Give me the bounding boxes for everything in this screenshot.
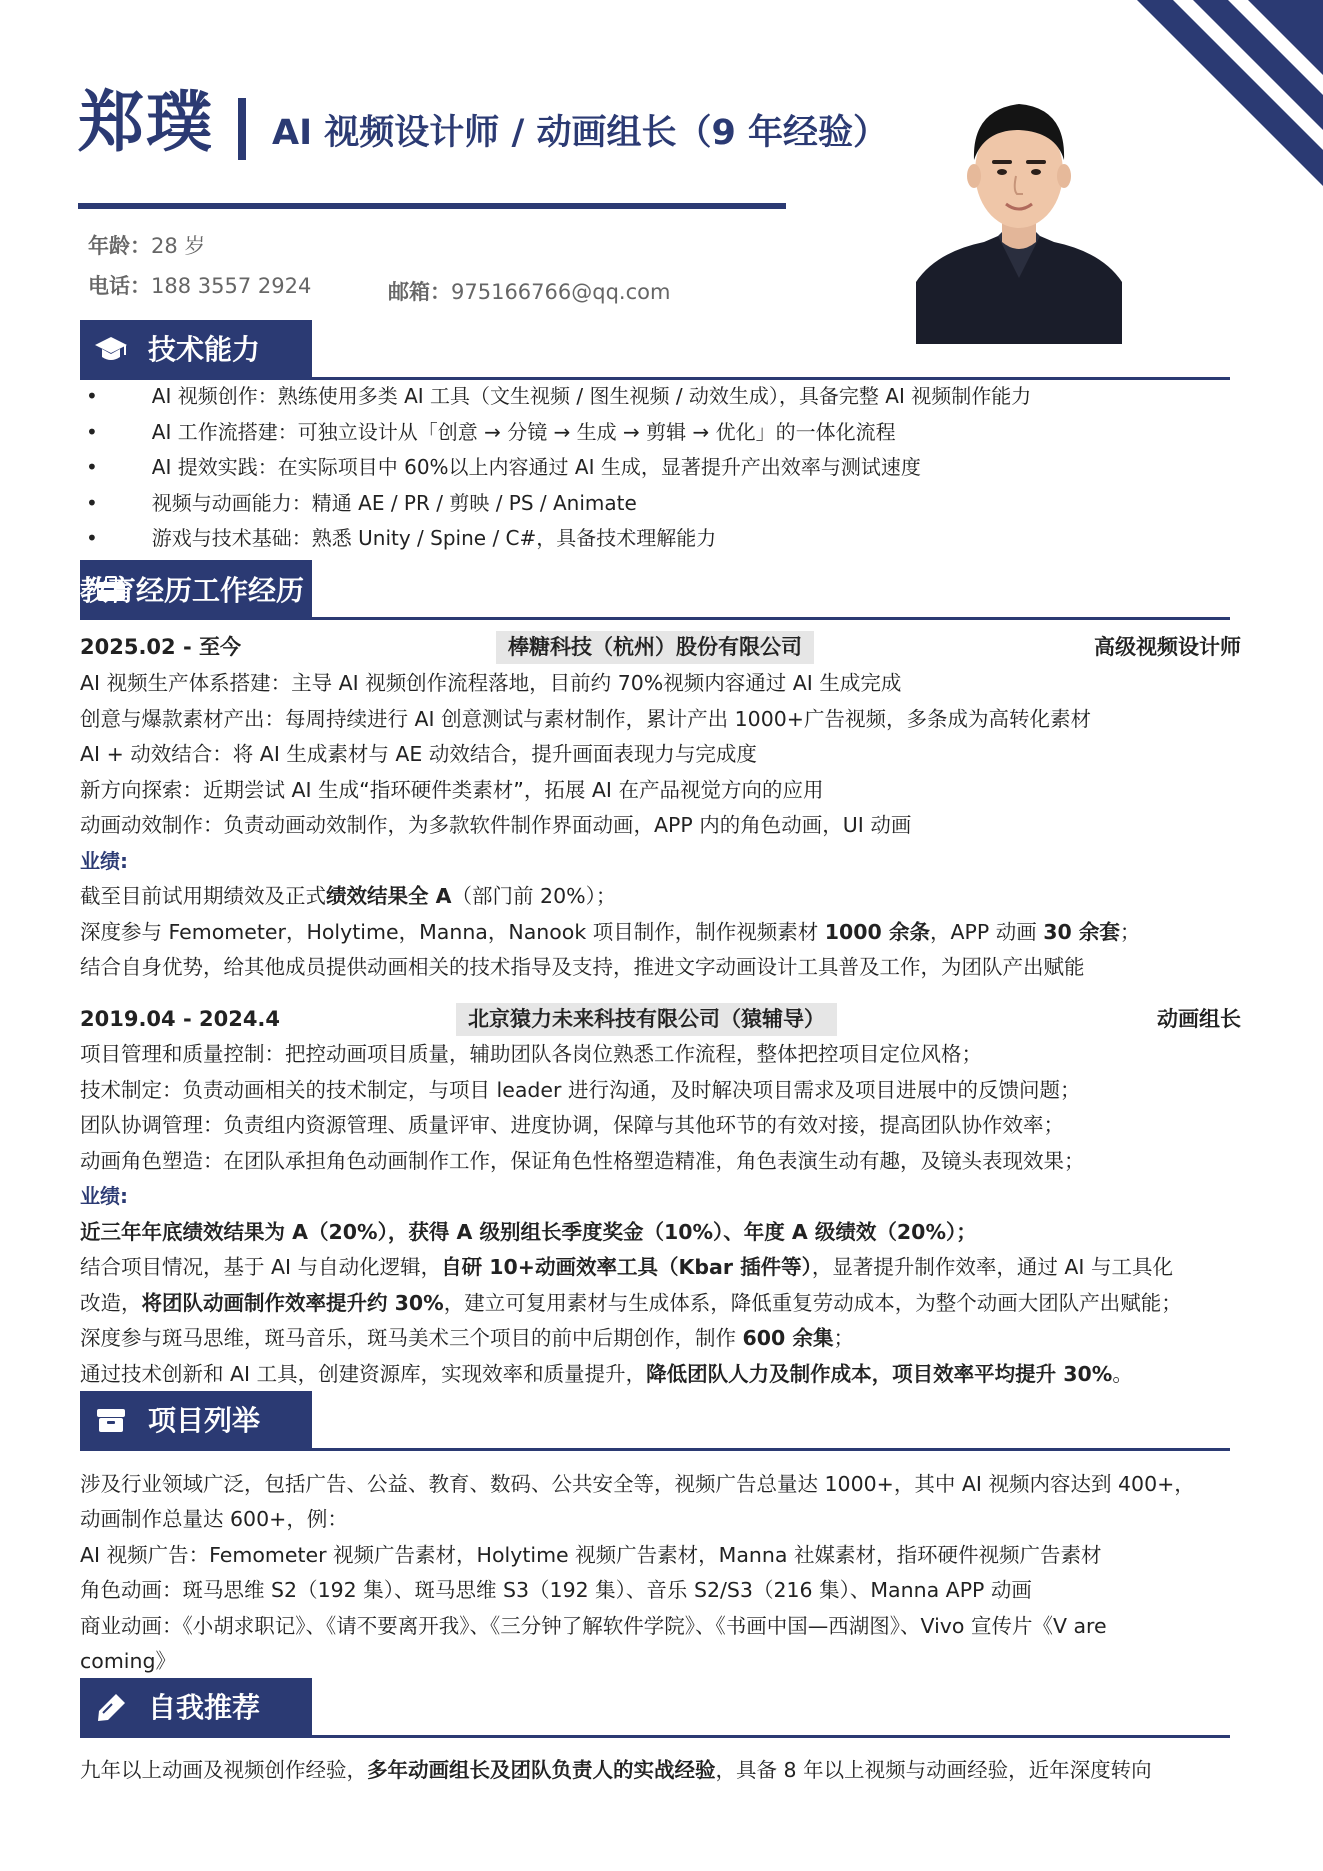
section-experience-rule xyxy=(80,617,1230,620)
email-label: 邮箱： xyxy=(388,280,451,304)
portrait-illustration xyxy=(916,64,1122,344)
skill-text: AI 提效实践：在实际项目中 60%以上内容通过 AI 生成，显著提升产出效率与测试速度 xyxy=(151,455,921,479)
job-role: 动画组长 xyxy=(1157,1007,1241,1031)
skill-item xyxy=(86,457,921,477)
job-duty: AI 视频生产体系搭建：主导 AI 视频创作流程落地，目前约 70%视频内容通过 AI 生成完成 xyxy=(80,671,902,695)
skill-item xyxy=(86,422,896,442)
performance-line: 改造，将团队动画制作效率提升约 30%，建立可复用素材与生成体系，降低重复劳动成本，为整个动画大团队产出赋能； xyxy=(80,1291,1182,1315)
pen-icon xyxy=(94,1691,128,1723)
job-company: 棒糖科技（杭州）股份有限公司 xyxy=(496,631,814,664)
performance-line: 深度参与斑马思维，斑马音乐，斑马美术三个项目的前中后期创作，制作 600 余集； xyxy=(80,1326,854,1350)
section-self-header xyxy=(80,1678,312,1736)
performance-line: 深度参与 Femometer，Holytime，Manna，Nanook 项目制作，制作视频素材 1000 余条，APP 动画 30 余套； xyxy=(80,920,1141,944)
skill-item xyxy=(86,493,637,513)
job-duty: 团队协调管理：负责组内资源管理、质量评审、进度协调，保障与其他环节的有效对接，提高团队协作效率； xyxy=(80,1113,1064,1137)
section-skills-header xyxy=(80,320,312,378)
job-date: 2019.04 - 2024.4 xyxy=(80,1007,281,1031)
skill-text: AI 视频创作：熟练使用多类 AI 工具（文生视频 / 图生视频 / 动效生成），具备完整 AI 视频制作能力 xyxy=(151,384,1032,408)
job-duty: 项目管理和质量控制：把控动画项目质量，辅助团队各岗位熟悉工作流程，整体把控项目定位风格； xyxy=(80,1042,982,1066)
performance-line: 通过技术创新和 AI 工具，创建资源库，实现效率和质量提升，降低团队人力及制作成本，项目效率平均提升 30%。 xyxy=(80,1362,1133,1386)
box-icon xyxy=(94,1404,128,1436)
section-experience-title: 教育经历工作经历 xyxy=(80,574,305,607)
section-experience-header xyxy=(80,560,312,618)
job-duty: AI + 动效结合：将 AI 生成素材与 AE 动效结合，提升画面表现力与完成度 xyxy=(80,742,757,766)
age-value: 28 岁 xyxy=(151,234,206,258)
job-role: 高级视频设计师 xyxy=(1094,635,1241,659)
phone-value: 188 3557 2924 xyxy=(151,274,312,298)
corner-decoration xyxy=(1123,0,1323,200)
email-row xyxy=(388,282,670,303)
candidate-name: 郑璞 xyxy=(78,84,214,161)
email-value: 975166766@qq.com xyxy=(451,280,671,304)
bullet-dot: • xyxy=(86,420,98,444)
performance-line: 截至目前试用期绩效及正式绩效结果全 A（部门前 20%）； xyxy=(80,884,617,908)
job-duty: 动画动效制作：负责动画动效制作，为多款软件制作界面动画，APP 内的角色动画，UI 动画 xyxy=(80,813,912,837)
job-company: 北京猿力未来科技有限公司（猿辅导） xyxy=(456,1003,837,1036)
section-self-title: 自我推荐 xyxy=(148,1691,261,1724)
section-projects-header xyxy=(80,1391,312,1449)
job-title: AI 视频设计师 / 动画组长（9 年经验） xyxy=(272,113,888,153)
name-divider xyxy=(238,98,246,160)
bullet-dot: • xyxy=(86,455,98,479)
project-line: 动画制作总量达 600+，例： xyxy=(80,1507,348,1531)
phone-label: 电话： xyxy=(88,274,151,298)
age-label: 年龄： xyxy=(88,234,151,258)
job-date: 2025.02 - 至今 xyxy=(80,635,241,659)
bullet-dot: • xyxy=(86,526,98,550)
age-row xyxy=(88,236,205,257)
job-duty: 技术制定：负责动画相关的技术制定，与项目 leader 进行沟通，及时解决项目需求及项目进展中的反馈问题； xyxy=(80,1078,1081,1102)
job-duty: 创意与爆款素材产出：每周持续进行 AI 创意测试与素材制作，累计产出 1000+广告视频，多条成为高转化素材 xyxy=(80,707,1091,731)
project-line: 商业动画：《小胡求职记》、《请不要离开我》、《三分钟了解软件学院》、《书画中国—西湖图》、Vivo 宣传片《V are xyxy=(80,1614,1107,1638)
bullet-dot: • xyxy=(86,491,98,515)
skill-text: AI 工作流搭建：可独立设计从「创意 → 分镜 → 生成 → 剪辑 → 优化」的一体化流程 xyxy=(151,420,896,444)
graduation-cap-icon xyxy=(94,333,128,365)
performance-label: 业绩: xyxy=(80,1184,128,1208)
skill-item xyxy=(86,386,1031,406)
section-self-rule xyxy=(80,1735,1230,1738)
skill-text: 视频与动画能力：精通 AE / PR / 剪映 / PS / Animate xyxy=(151,491,637,515)
performance-line: 近三年年底绩效结果为 A（20%），获得 A 级别组长季度奖金（10%）、年度 A 级绩效（20%）； xyxy=(80,1220,977,1244)
performance-label: 业绩: xyxy=(80,849,128,873)
skill-item xyxy=(86,528,716,548)
project-line: 涉及行业领域广泛，包括广告、公益、教育、数码、公共安全等，视频广告总量达 1000+，其中 AI 视频内容达到 400+， xyxy=(80,1472,1195,1496)
skill-text: 游戏与技术基础：熟悉 Unity / Spine / C#，具备技术理解能力 xyxy=(151,526,717,550)
section-skills-rule xyxy=(80,377,1230,380)
project-line: AI 视频广告：Femometer 视频广告素材，Holytime 视频广告素材，Manna 社媒素材，指环硬件视频广告素材 xyxy=(80,1543,1102,1567)
phone-row xyxy=(88,276,311,297)
project-line: coming》 xyxy=(80,1649,176,1673)
bullet-dot: • xyxy=(86,384,98,408)
performance-line: 结合自身优势，给其他成员提供动画相关的技术指导及支持，推进文字动画设计工具普及工作，为团队产出赋能 xyxy=(80,955,1085,979)
job-duty: 动画角色塑造：在团队承担角色动画制作工作，保证角色性格塑造精准，角色表演生动有趣，及镜头表现效果； xyxy=(80,1149,1085,1173)
section-projects-rule xyxy=(80,1448,1230,1451)
project-line: 角色动画：斑马思维 S2（192 集）、斑马思维 S3（192 集）、音乐 S2/S3（216 集）、Manna APP 动画 xyxy=(80,1578,1032,1602)
section-projects-title: 项目列举 xyxy=(148,1404,261,1437)
header-rule xyxy=(78,203,786,209)
performance-line: 结合项目情况，基于 AI 与自动化逻辑，自研 10+动画效率工具（Kbar 插件等），显著提升制作效率，通过 AI 与工具化 xyxy=(80,1255,1173,1279)
job-duty: 新方向探索：近期尝试 AI 生成“指环硬件类素材”，拓展 AI 在产品视觉方向的应用 xyxy=(80,778,824,802)
profile-photo xyxy=(916,64,1122,344)
section-skills-title: 技术能力 xyxy=(148,333,261,366)
self-line: 九年以上动画及视频创作经验，多年动画组长及团队负责人的实战经验，具备 8 年以上视频与动画经验，近年深度转向 xyxy=(80,1758,1152,1782)
